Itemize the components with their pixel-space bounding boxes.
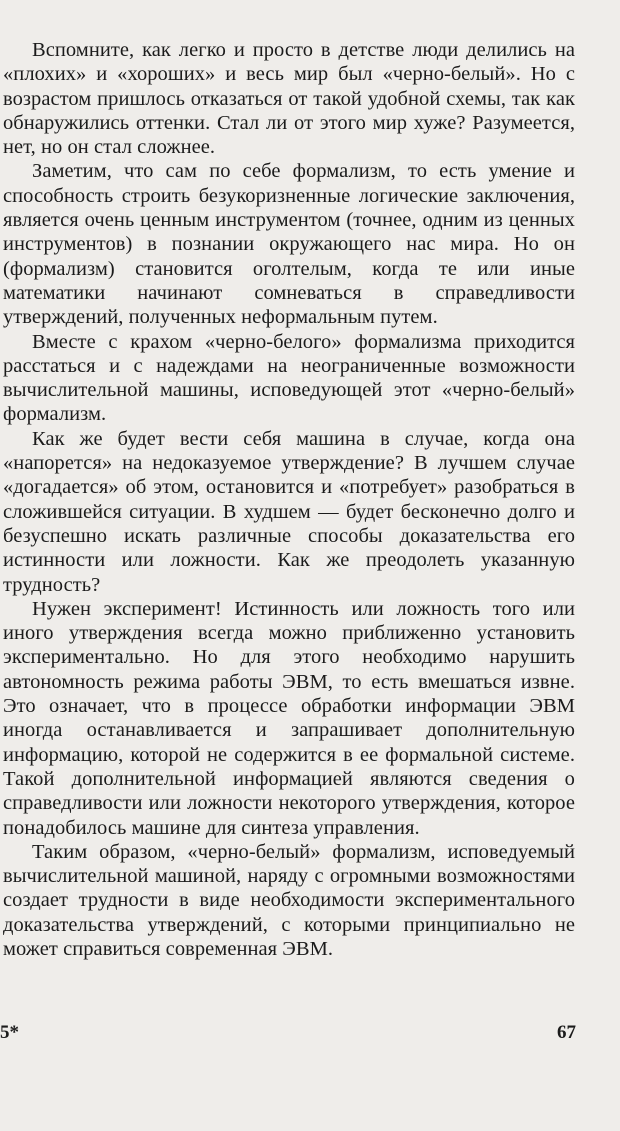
body-text [3,38,575,961]
paragraph-4: Как же будет вести себя машина в случае, когда она «напорется» на недоказуемое утверждение? В лучшем случае «догадается» об этом, остановится и «потребует» разобраться в сложившейся ситуации. В худшем — будет бесконечно долго и безуспешно искать различные способы доказательства его истинности или ложности. Как же преодолеть указанную трудность? [3,427,575,596]
signature-mark: 5* [0,1022,19,1043]
paragraph-1: Вспомните, как легко и просто в детстве люди делились на «плохих» и «хороших» и весь мир был «черно-белый». Но с возрастом пришлось отказаться от такой удобной схемы, так как обнаружились оттенки. Стал ли от этого мир хуже? Разумеется, нет, но он стал сложнее. [3,39,575,159]
page-number: 67 [557,1022,576,1043]
paragraph-6: Таким образом, «черно-белый» формализм, исповедуемый вычислительной машиной, наряду с огромными возможностями создает трудности в виде необходимости экспериментального доказательства утверждений, с которыми принципиально не может справиться современная ЭВМ. [3,840,575,960]
paragraph-3: Вместе с крахом «черно-белого» формализма приходится расстаться и с надеждами на неограниченные возможности вычислительной машины, исповедующей этот «черно-белый» формализм. [3,330,575,426]
paragraph-5: Нужен эксперимент! Истинность или ложность того или иного утверждения всегда можно приближенно установить экспериментально. Но для этого необходимо нарушить автономность режима работы ЭВМ, то есть вмешаться извне. Это означает, что в процессе обработки информации ЭВМ иногда останавливается и запрашивает дополнительную информацию, которой не содержится в ее формальной системе. Такой дополнительной информацией являются сведения о справедливости или ложности некоторого утверждения, которое понадобилось машине для синтеза управления. [3,597,575,839]
paragraph-2: Заметим, что сам по себе формализм, то есть умение и способность строить безукоризненные логические заключения, является очень ценным инструментом (точнее, одним из ценных инструментов) в познании окружающего нас мира. Но он (формализм) становится оголтелым, когда те или иные математики начинают сомневаться в справедливости утверждений, полученных неформальным путем. [3,160,575,329]
